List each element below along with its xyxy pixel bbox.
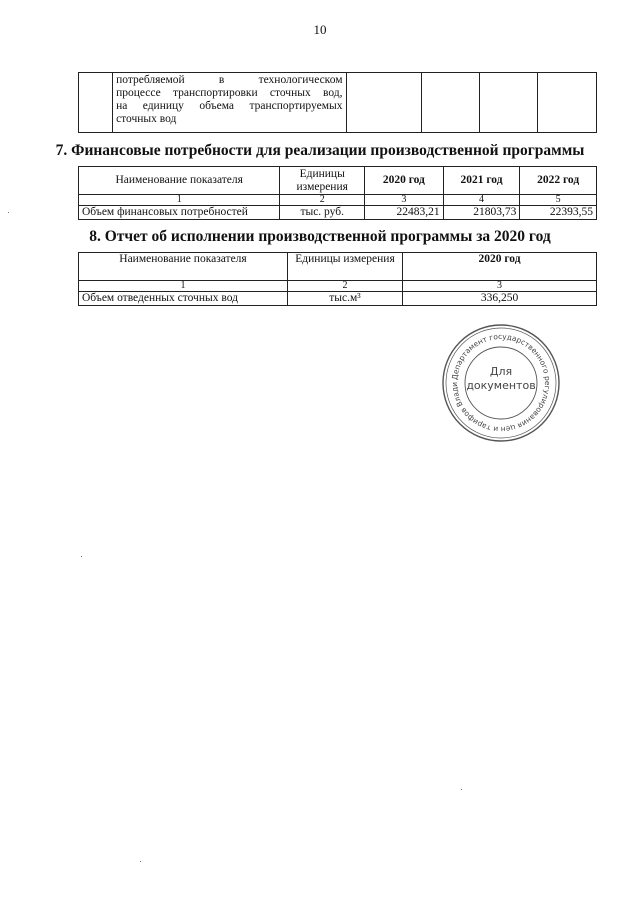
continuation-description <box>113 73 346 133</box>
scan-speck <box>8 212 9 213</box>
continuation-line: сточных вод <box>116 113 177 125</box>
column-number: 1 <box>79 195 280 206</box>
indicator-name: Объем отведенных сточных вод <box>79 292 288 306</box>
value-2020: 336,250 <box>403 292 597 306</box>
page-number: 10 <box>313 22 327 37</box>
scan-speck <box>81 556 82 557</box>
value-2021: 21803,73 <box>443 206 520 220</box>
column-number: 2 <box>288 281 403 292</box>
header-year-2021: 2021 год <box>443 167 520 195</box>
units-value: тыс. руб. <box>280 206 365 220</box>
empty-cell <box>479 73 537 133</box>
value-2022: 22393,55 <box>520 206 597 220</box>
empty-cell <box>346 73 421 133</box>
units-value: тыс.м³ <box>288 292 403 306</box>
empty-cell <box>421 73 479 133</box>
header-units: Единицы измерения <box>288 253 403 281</box>
scan-speck <box>140 861 141 862</box>
continuation-line: потребляемой в технологическом <box>116 74 343 86</box>
column-number: 5 <box>520 195 597 206</box>
header-year-2020: 2020 год <box>403 253 597 281</box>
official-stamp <box>441 323 561 443</box>
empty-cell <box>537 73 596 133</box>
header-indicator-name: Наименование показателя <box>79 167 280 195</box>
header-indicator-name: Наименование показателя <box>79 253 288 281</box>
continuation-table <box>78 72 597 133</box>
empty-cell <box>79 73 113 133</box>
stamp-center-line: Для <box>489 365 513 378</box>
scan-speck <box>461 789 462 790</box>
value-2020: 22483,21 <box>365 206 444 220</box>
column-number: 1 <box>79 281 288 292</box>
header-year-2020: 2020 год <box>365 167 444 195</box>
indicator-name: Объем финансовых потребностей <box>79 206 280 220</box>
continuation-line: на единицу объема транспортируемых <box>116 100 343 112</box>
continuation-line: процессе транспортировки сточных вод, <box>116 87 343 99</box>
header-year-2022: 2022 год <box>520 167 597 195</box>
column-number: 4 <box>443 195 520 206</box>
column-number: 3 <box>403 281 597 292</box>
column-number: 3 <box>365 195 444 206</box>
stamp-center-text <box>441 365 561 393</box>
program-report-table <box>78 252 597 306</box>
stamp-ring-text: Департамент государственного регулирования цен и тарифов Влади <box>449 331 553 435</box>
section-7-title: 7. Финансовые потребности для реализации производственной программы <box>55 142 585 159</box>
section-8-title: 8. Отчет об исполнении производственной программы за 2020 год <box>89 228 551 245</box>
header-units: Единицы измерения <box>280 167 365 195</box>
column-number: 2 <box>280 195 365 206</box>
financial-needs-table <box>78 166 597 220</box>
stamp-center-line: документов <box>466 379 536 392</box>
